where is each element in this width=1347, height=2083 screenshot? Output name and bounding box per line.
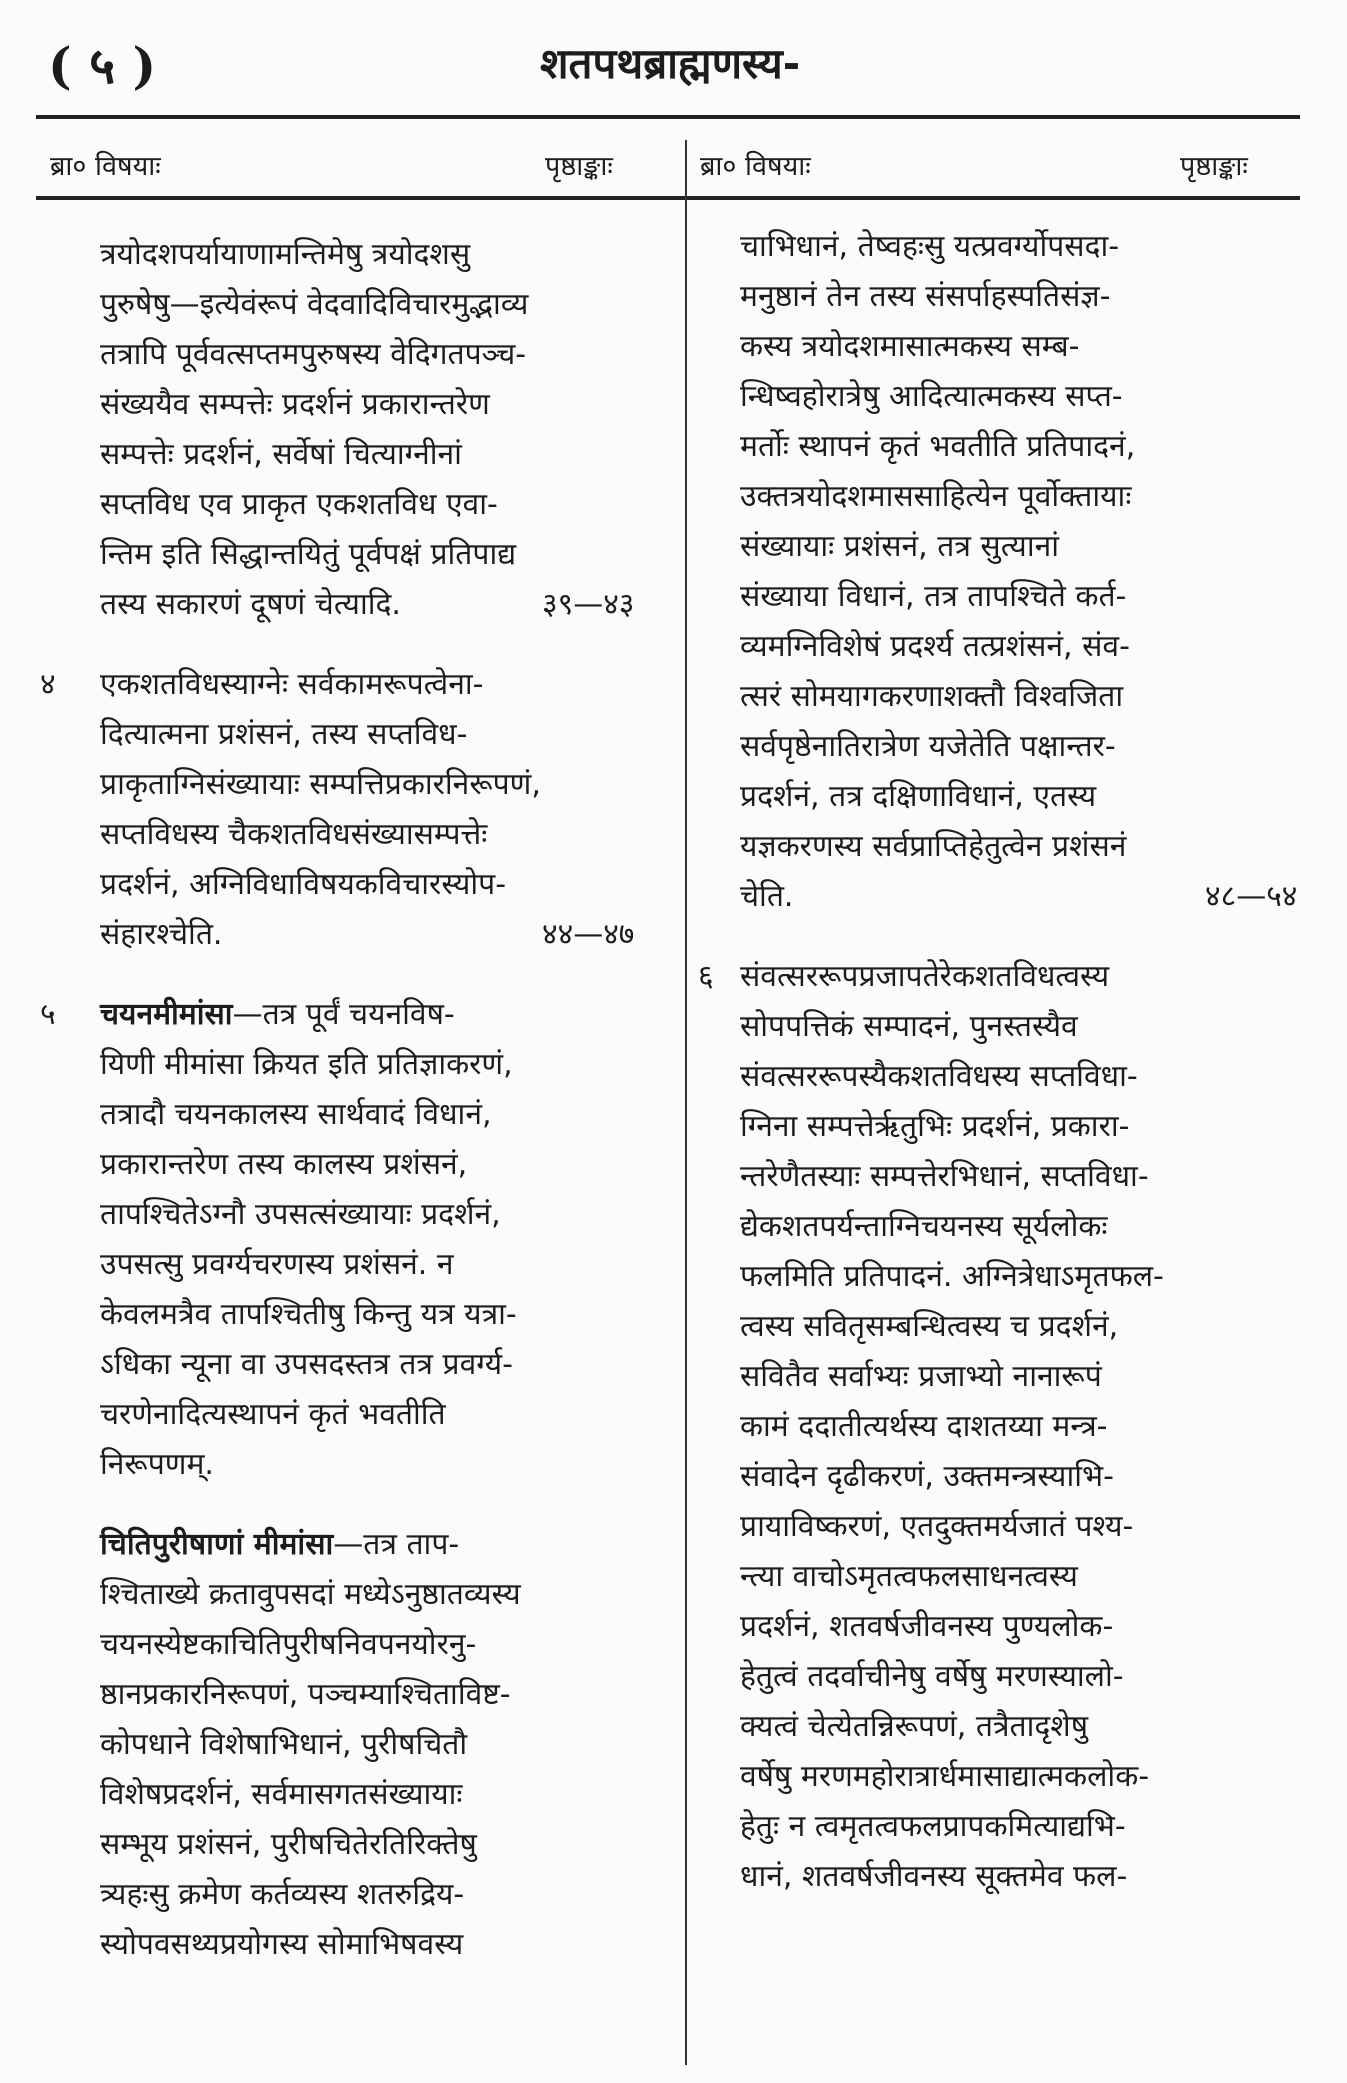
text-line: पुरुषेषु—इत्येवंरूपं वेदवादिविचारमुद्भाव्य: [100, 287, 529, 322]
right-col-pages-header: पृष्ठाङ्काः: [1180, 151, 1248, 182]
header-rule-top: [36, 115, 1300, 119]
text-line: त्वस्य सवितृसम्बन्धित्वस्य च प्रदर्शनं,: [740, 1309, 1119, 1344]
text-line: न्त्या वाचोऽमृतत्वफलसाधनत्वस्य: [740, 1559, 1078, 1594]
right-col-serial-header: ब्रा० विषयाः: [700, 151, 811, 182]
header-rule-bottom: [36, 196, 1300, 200]
text-line: द्येकशतपर्यन्ताग्निचयनस्य सूर्यलोकः: [740, 1209, 1108, 1244]
text-line: ऽधिका न्यूना वा उपसदस्तत्र तत्र प्रवर्ग्य-: [100, 1347, 513, 1382]
text-line: क्यत्वं चेत्येतन्निरूपणं, तत्रैतादृशेषु: [740, 1709, 1089, 1744]
text-line: यज्ञकरणस्य सर्वप्राप्तिहेतुत्वेन प्रशंसनं: [740, 829, 1127, 864]
text-line: प्रायाविष्करणं, एतदुक्तमर्यजातं पश्य-: [740, 1509, 1134, 1544]
text-line: निरूपणम्.: [100, 1447, 214, 1482]
text-line: तापश्चितेऽग्नौ उपसत्संख्यायाः प्रदर्शनं,: [100, 1197, 501, 1232]
text-line: उपसत्सु प्रवर्ग्यचरणस्य प्रशंसनं. न: [100, 1247, 454, 1282]
page-number: ( ५ ): [48, 36, 157, 95]
text-line: एकशतविधस्याग्नेः सर्वकामरूपत्वेना-: [100, 667, 484, 702]
text-line: त्रयोदशपर्यायाणामन्तिमेषु त्रयोदशसु: [100, 237, 471, 272]
text-line: व्यमग्निविशेषं प्रदर्श्य तत्प्रशंसनं, संव-: [740, 629, 1130, 664]
text-line: प्राकृताग्निसंख्यायाः सम्पत्तिप्रकारनिरूपणं,: [100, 767, 541, 802]
text-line: [100, 910, 660, 960]
text-line: प्रदर्शनं, शतवर्षजीवनस्य पुण्यलोक-: [740, 1609, 1114, 1644]
text-line: सर्वपृष्ठेनातिरात्रेण यजेतेति पक्षान्तर-: [740, 729, 1116, 764]
entry-title: चितिपुरीषाणां मीमांसा: [100, 1527, 334, 1562]
entry-number: ५: [40, 997, 56, 1032]
text-line: संवत्सररूपस्यैकशतविधस्य सप्तविधा-: [740, 1059, 1138, 1094]
text-line: प्रदर्शनं, अग्निविधाविषयकविचारस्योप-: [100, 867, 507, 902]
text-line: न्धिष्वहोरात्रेषु आदित्यात्मकस्य सप्त-: [740, 379, 1123, 414]
text-line: तत्रादौ चयनकालस्य सार्थवादं विधानं,: [100, 1097, 492, 1132]
text-line: [100, 580, 660, 630]
text-line: फलमिति प्रतिपादनं. अग्नित्रेधाऽमृतफल-: [740, 1259, 1164, 1294]
text-line: संख्यायाः प्रशंसनं, तत्र सुत्यानां: [740, 529, 1060, 564]
text-line: चयनस्येष्टकाचितिपुरीषनिवपनयोरनु-: [100, 1627, 477, 1662]
text-line-content: —तत्र ताप-: [333, 1527, 460, 1562]
text-line: मनुष्ठानं तेन तस्य संसर्पाहस्पतिसंज्ञ-: [740, 279, 1111, 314]
entry-6: [698, 952, 1250, 1902]
text-line: प्रकारान्तरेण तस्य कालस्य प्रशंसनं,: [100, 1147, 468, 1182]
text-line: सम्पत्तेः प्रदर्शनं, सर्वेषां चित्याग्नीनां: [100, 437, 462, 472]
entry-5: [40, 990, 660, 1490]
text-line: हेतुः न त्वमृतत्वफलप्रापकमित्याद्यभि-: [740, 1809, 1126, 1844]
text-line-content: —तत्र पूर्वं चयनविष-: [232, 997, 455, 1032]
text-line: न्तरेणैतस्याः सम्पत्तेरभिधानं, सप्तविधा-: [740, 1159, 1149, 1194]
left-col-pages-header: पृष्ठाङ्काः: [545, 151, 613, 182]
text-line: सम्भूय प्रशंसनं, पुरीषचितेरतिरिक्तेषु: [100, 1827, 477, 1862]
text-line-content: संहारश्चेति.: [100, 917, 223, 952]
text-line: संवादेन दृढीकरणं, उक्तमन्त्रस्याभि-: [740, 1459, 1114, 1494]
text-line: श्चिताख्ये क्रतावुपसदां मध्येऽनुष्ठातव्यस्य: [100, 1577, 521, 1612]
text-line: ष्ठानप्रकारनिरूपणं, पञ्चम्याश्चिताविष्ट-: [100, 1677, 511, 1712]
entry-number: ६: [698, 959, 714, 994]
text-line: ग्निना सम्पत्तेर्ऋतुभिः प्रदर्शनं, प्रकारा-: [740, 1109, 1130, 1144]
text-line: न्तिम इति सिद्धान्तयितुं पूर्वपक्षं प्रतिपाद्य: [100, 537, 517, 572]
left-col-serial-header: ब्रा० विषयाः: [50, 151, 161, 182]
running-title: शतपथब्राह्मणस्य-: [540, 39, 801, 88]
text-line: कामं ददातीत्यर्थस्य दाशतय्या मन्त्र-: [740, 1409, 1108, 1444]
page-range: ४४—४७: [542, 917, 635, 952]
text-line: उक्तत्रयोदशमाससाहित्येन पूर्वोक्तायाः: [740, 479, 1132, 514]
text-line: कस्य त्रयोदशमासात्मकस्य सम्ब-: [740, 329, 1080, 364]
text-line: [740, 872, 1298, 922]
text-line: वर्षेषु मरणमहोरात्रार्धमासाद्यात्मकलोक-: [740, 1759, 1150, 1794]
text-line: मर्तोः स्थापनं कृतं भवतीति प्रतिपादनं,: [740, 429, 1136, 464]
column-divider: [685, 140, 687, 2065]
text-line: त्र्यहःसु क्रमेण कर्तव्यस्य शतरुद्रिय-: [100, 1877, 465, 1912]
text-line: चरणेनादित्यस्थापनं कृतं भवतीति: [100, 1397, 446, 1432]
text-line: सवितैव सर्वाभ्यः प्रजाभ्यो नानारूपं: [740, 1359, 1102, 1394]
text-line: यिणी मीमांसा क्रियत इति प्रतिज्ञाकरणं,: [100, 1047, 513, 1082]
text-line: प्रदर्शनं, तत्र दक्षिणाविधानं, एतस्य: [740, 779, 1097, 814]
left-continued-entry: [100, 230, 660, 630]
text-line: हेतुत्वं तदर्वाचीनेषु वर्षेषु मरणस्यालो-: [740, 1659, 1124, 1694]
text-line: विशेषप्रदर्शनं, सर्वमासगतसंख्यायाः: [100, 1777, 463, 1812]
right-continued-entry: [740, 222, 1298, 922]
text-line: सप्तविधस्य चैकशतविधसंख्यासम्पत्तेः: [100, 817, 488, 852]
right-column: [698, 222, 1298, 1902]
text-line: सप्तविध एव प्राकृत एकशतविध एवा-: [100, 487, 498, 522]
page-range: ३९—४३: [542, 587, 635, 622]
text-line: संख्याया विधानं, तत्र तापश्चिते कर्त-: [740, 579, 1127, 614]
text-line: धानं, शतवर्षजीवनस्य सूक्तमेव फल-: [740, 1859, 1128, 1894]
text-line: सोपपत्तिकं सम्पादनं, पुनस्तस्यैव: [740, 1009, 1078, 1044]
text-line: केवलमत्रैव तापश्चितीषु किन्तु यत्र यत्रा-: [100, 1297, 517, 1332]
entry-4: [40, 660, 660, 960]
text-line-content: तस्य सकारणं दूषणं चेत्यादि.: [100, 587, 401, 622]
text-line: त्सरं सोमयागकरणाशक्तौ विश्वजिता: [740, 679, 1124, 714]
text-line: स्योपवसथ्यप्रयोगस्य सोमाभिषवस्य: [100, 1927, 464, 1962]
text-line-content: चेति.: [740, 879, 794, 914]
entry-title: चयनमीमांसा: [100, 997, 233, 1032]
text-line: दित्यात्मना प्रशंसनं, तस्य सप्तविध-: [100, 717, 468, 752]
left-column: [40, 230, 660, 1970]
text-line: चाभिधानं, तेष्वहःसु यत्प्रवर्ग्योपसदा-: [740, 229, 1120, 264]
text-line: संख्ययैव सम्पत्तेः प्रदर्शनं प्रकारान्तरेण: [100, 387, 490, 422]
text-line: [100, 990, 660, 1040]
sub-entry-chiti-purisha: [100, 1520, 660, 1970]
entry-number: ४: [40, 667, 56, 702]
page-range: ४८—५४: [1205, 879, 1298, 914]
text-line: तत्रापि पूर्ववत्सप्तमपुरुषस्य वेदिगतपञ्च-: [100, 337, 527, 372]
text-line: कोपधाने विशेषाभिधानं, पुरीषचितौ: [100, 1727, 468, 1762]
text-line: [100, 1520, 660, 1570]
text-line: संवत्सररूपप्रजापतेरेकशतविधत्वस्य: [740, 959, 1110, 994]
